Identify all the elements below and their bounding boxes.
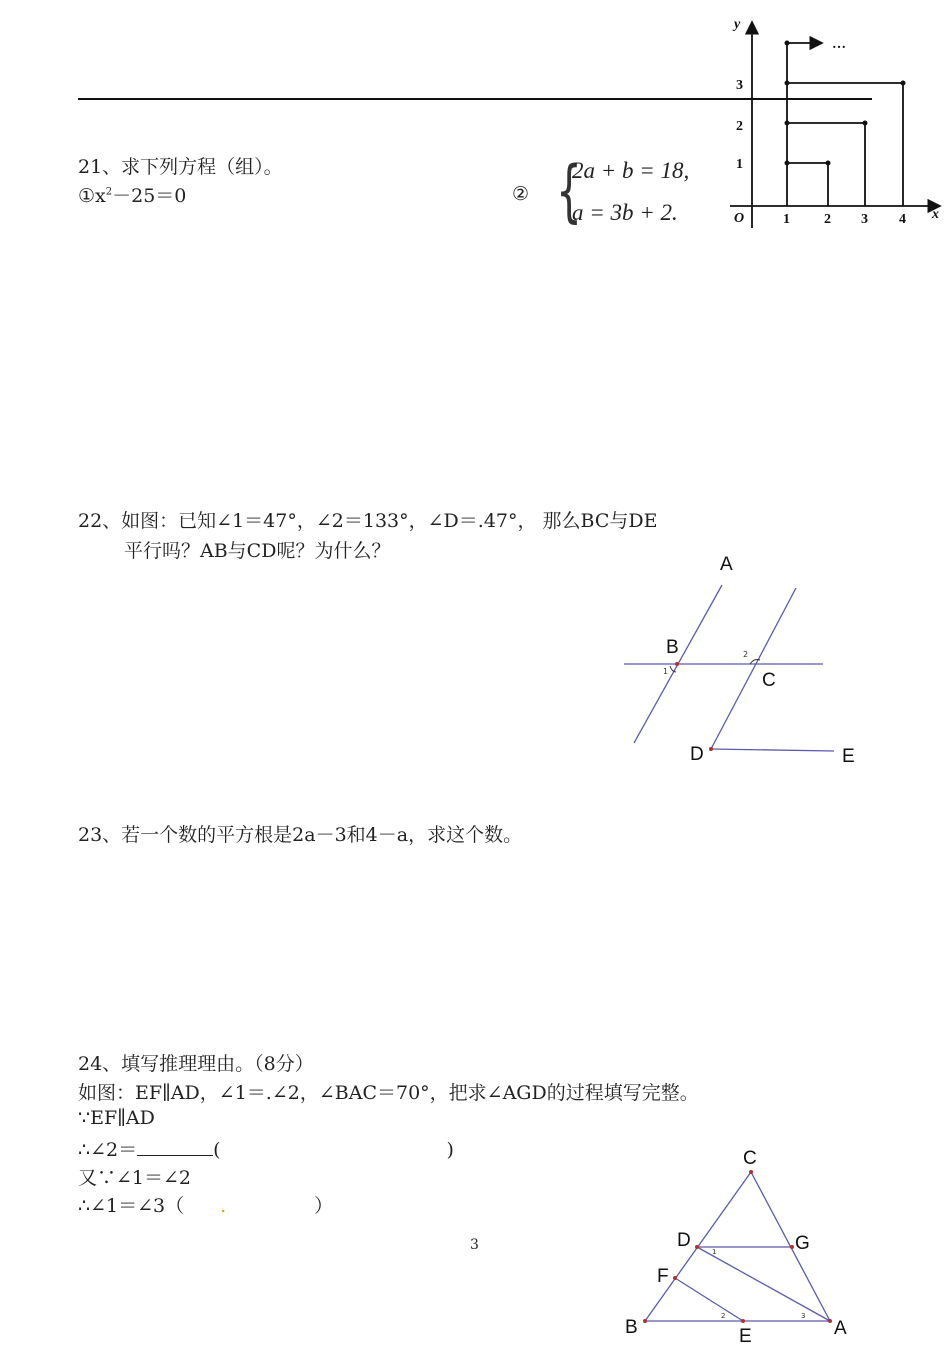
q22-line2: 平行吗？AB与CD呢？为什么？ [124, 540, 391, 562]
y-tick-2: 2 [736, 119, 743, 134]
x-axis-label: x [932, 207, 939, 222]
q21-part1-exponent: 2 [105, 186, 113, 198]
tri-point-e: E [739, 1326, 752, 1345]
x-tick-1: 1 [783, 212, 790, 227]
point-d-label: D [690, 744, 704, 765]
point-c-label: C [762, 670, 776, 691]
point-e-label: E [842, 746, 855, 767]
y-tick-1: 1 [736, 157, 743, 172]
tri-point-c: C [743, 1148, 757, 1169]
tri-point-b: B [625, 1317, 638, 1338]
spiral-path [787, 163, 828, 206]
answer-blank[interactable] [137, 1139, 213, 1156]
q24-step-2-prefix: ∴∠2＝ [78, 1139, 138, 1161]
tri-angle-3: 3 [801, 1312, 806, 1320]
q21-part1-rest: －25＝0 [112, 185, 187, 207]
continuation-dots: … [832, 37, 846, 52]
tri-point-g: G [795, 1233, 810, 1254]
angle-2-mark: 2 [743, 650, 749, 659]
tri-angle-1: 1 [712, 1248, 717, 1256]
tri-angle-2: 2 [721, 1312, 726, 1320]
tri-point-f: F [657, 1266, 669, 1287]
tri-point-d: D [677, 1230, 691, 1251]
segment-fe [675, 1278, 743, 1321]
angle-1-mark: 1 [663, 667, 669, 676]
q21-part2-marker: ② [512, 183, 530, 205]
x-tick-4: 4 [899, 212, 906, 227]
q24-title: 24、填写推理理由。（8分） [78, 1053, 314, 1075]
stray-dot: . [220, 1195, 227, 1217]
y-axis-label: y [734, 17, 741, 32]
q24-step-2-close: ) [446, 1139, 454, 1161]
q24-intro: 如图：EF∥AD，∠1＝.∠2，∠BAC＝70°，把求∠AGD的过程填写完整。 [78, 1082, 699, 1104]
spiral-path-4 [787, 43, 822, 83]
q24-step-4 [78, 1191, 333, 1218]
q24-triangle-figure [615, 1140, 865, 1345]
q21-title: 21、求下列方程（组）。 [78, 156, 283, 178]
y-tick-3: 3 [736, 78, 743, 93]
q21-equation-1: 2a + b = 18, [572, 158, 690, 183]
q22-figure [610, 540, 870, 775]
q24-step-3: 又∵∠1＝∠2 [78, 1167, 192, 1189]
point-b-label: B [666, 637, 679, 658]
q21-part1 [78, 181, 186, 208]
line-de [711, 749, 834, 751]
q24-step-1: ∵EF∥AD [78, 1107, 155, 1129]
page-number: 3 [470, 1237, 479, 1253]
q21-equation-2: a = 3b + 2. [572, 200, 678, 225]
q21-part1-prefix: ①x [78, 185, 106, 207]
point-a-label: A [720, 554, 733, 575]
origin-label: O [734, 211, 745, 226]
q24-step-4-close: ） [314, 1195, 334, 1217]
q23-text: 23、若一个数的平方根是2a－3和4－a，求这个数。 [78, 824, 523, 846]
path-coordinate-figure [722, 10, 948, 236]
line-cd [711, 588, 796, 749]
x-tick-3: 3 [861, 212, 868, 227]
q24-step-2-open: ( [213, 1139, 221, 1161]
q22-line1: 22、如图：已知∠1＝47°，∠2＝133°，∠D＝.47°， 那么BC与DE [78, 510, 658, 532]
tri-point-a: A [834, 1318, 847, 1339]
system-brace: { [556, 152, 582, 231]
q24-step-2 [78, 1135, 454, 1162]
x-tick-2: 2 [824, 212, 831, 227]
spiral-path-3 [787, 83, 903, 206]
q24-step-4-prefix: ∴∠1＝∠3（ [78, 1195, 185, 1217]
